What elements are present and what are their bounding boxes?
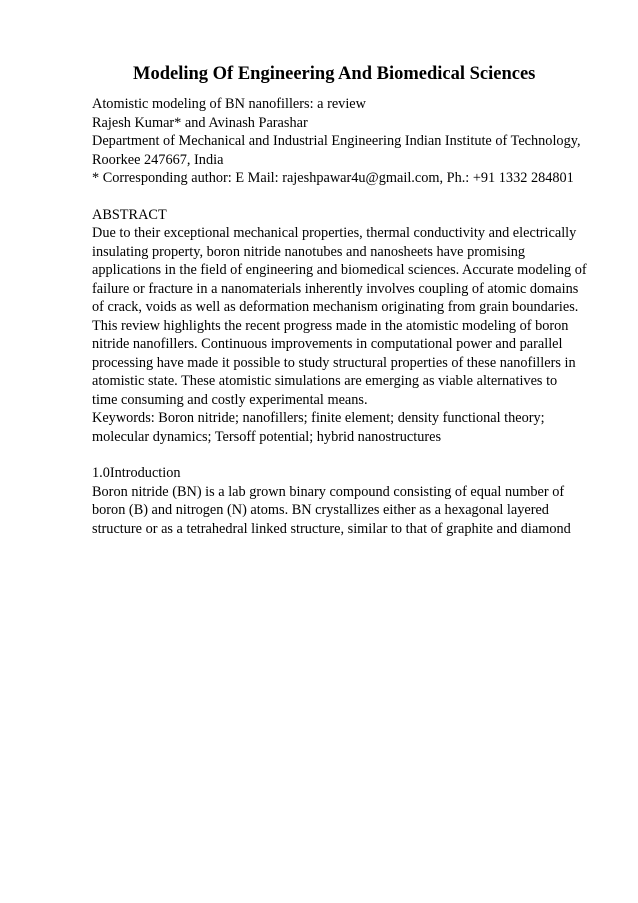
abstract-line: atomistic state. These atomistic simulations are emerging as viable alternatives to bbox=[92, 373, 558, 389]
abstract-line: Due to their exceptional mechanical properties, thermal conductivity and electrically bbox=[92, 225, 577, 241]
spacer bbox=[92, 446, 612, 464]
abstract-line: processing have made it possible to study structural properties of these nanofillers in bbox=[92, 354, 576, 371]
keywords-line: molecular dynamics; Tersoff potential; hybrid nanostructures bbox=[92, 428, 442, 445]
authors: Rajesh Kumar* and Avinash Parashar bbox=[92, 114, 308, 131]
document-page bbox=[92, 62, 612, 538]
abstract-line: nitride nanofillers. Continuous improvements in computational power and parallel bbox=[92, 336, 563, 352]
introduction-line: boron (B) and nitrogen (N) atoms. BN crystallizes either as a hexagonal layered bbox=[92, 502, 549, 518]
corresponding-author: * Corresponding author: E Mail: rajeshpawar4u@gmail.com, Ph.: +91 1332 284801 bbox=[92, 170, 574, 186]
abstract-section bbox=[92, 206, 612, 447]
abstract-line: failure or fracture in a nanomaterials inherently involves coupling of atomic domains bbox=[92, 280, 579, 297]
abstract-line: of crack, voids as well as deformation mechanism originating from grain boundaries. bbox=[92, 299, 579, 315]
affiliation-line-2: Roorkee 247667, India bbox=[92, 151, 224, 168]
abstract-line: This review highlights the recent progress made in the atomistic modeling of boron bbox=[92, 317, 569, 334]
article-title: Atomistic modeling of BN nanofillers: a review bbox=[92, 96, 366, 112]
keywords-line: Keywords: Boron nitride; nanofillers; finite element; density functional theory; bbox=[92, 410, 545, 426]
abstract-line: applications in the field of engineering and biomedical sciences. Accurate modeling of bbox=[92, 262, 587, 278]
introduction-line: structure or as a tetrahedral linked structure, similar to that of graphite and diamond bbox=[92, 520, 571, 537]
abstract-line: insulating property, boron nitride nanotubes and nanosheets have promising bbox=[92, 243, 526, 260]
abstract-heading: ABSTRACT bbox=[92, 206, 167, 223]
spacer bbox=[92, 188, 612, 206]
introduction-heading: 1.0Introduction bbox=[92, 465, 181, 481]
abstract-line: time consuming and costly experimental means. bbox=[92, 391, 368, 408]
introduction-section bbox=[92, 464, 612, 538]
introduction-line: Boron nitride (BN) is a lab grown binary compound consisting of equal number of bbox=[92, 483, 565, 500]
document-title: Modeling Of Engineering And Biomedical Sciences bbox=[133, 64, 536, 84]
affiliation-line-1: Department of Mechanical and Industrial Engineering Indian Institute of Technology, bbox=[92, 133, 581, 149]
article-header bbox=[92, 95, 612, 188]
